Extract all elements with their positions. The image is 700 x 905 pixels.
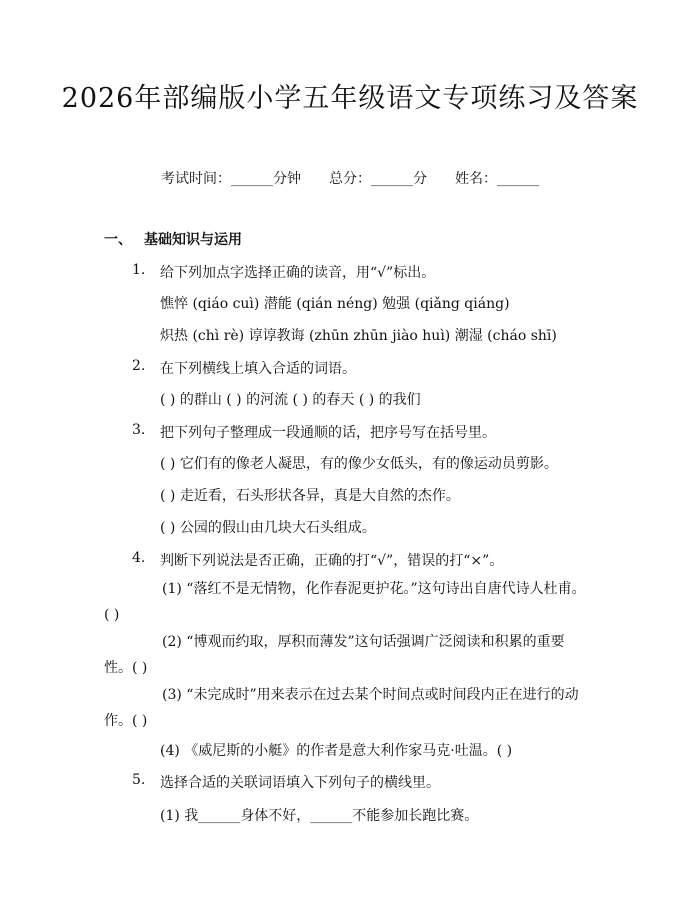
question-text: 判断下列说法是否正确，正确的打“√”，错误的打“×”。 [160,553,504,569]
question-text: 给下列加点字选择正确的读音，用“√”标出。 [160,265,436,281]
question-number: 1. [132,262,146,278]
sentence-item: ( ) 它们有的像老人凝思，有的像少女低头，有的像运动员剪影。 [160,456,558,472]
pinyin-line: 憔悴 (qiáo cuì) 潜能 (qián néng) 勉强 (qiǎng qiáng) [160,296,510,312]
question-text: 在下列横线上填入合适的词语。 [160,361,356,377]
question-number: 3. [132,422,146,438]
question-text: 选择合适的关联词语填入下列句子的横线里。 [160,775,440,791]
judgement-item: (4) 《威尼斯的小艇》的作者是意大利作家马克·吐温。( ) [160,743,513,759]
section-title: 基础知识与运用 [144,232,242,248]
question-number: 2. [132,358,146,374]
section-number: 一、 [104,232,132,248]
exam-meta [0,168,700,188]
fill-blank-line: ( ) 的群山 ( ) 的河流 ( ) 的春天 ( ) 的我们 [160,392,421,408]
question-number: 5. [132,772,146,788]
exam-total-score: 总分：______分 [329,171,427,187]
fill-blank-line: (1) 我______身体不好，______不能参加长跑比赛。 [160,808,479,824]
judgement-item: (3) “未完成时”用来表示在过去某个时间点或时间段内正在进行的动作。( ) [104,687,579,729]
judgement-item: (2) “博观而约取，厚积而薄发”这句话强调广泛阅读和积累的重要性。( ) [104,634,565,676]
student-name: 姓名：______ [455,171,539,187]
judgement-item: (1) “落红不是无情物，化作春泥更护花。”这句诗出自唐代诗人杜甫。( ) [104,581,586,623]
page-title: 2026年部编版小学五年级语文专项练习及答案 [61,83,639,114]
section-heading [104,229,242,249]
sentence-item: ( ) 公园的假山由几块大石头组成。 [160,520,376,536]
exam-time: 考试时间：______分钟 [161,171,301,187]
sentence-item: ( ) 走近看，石头形状各异，真是大自然的杰作。 [160,488,460,504]
question-text: 把下列句子整理成一段通顺的话，把序号写在括号里。 [160,425,496,441]
pinyin-line: 炽热 (chì rè) 谆谆教诲 (zhūn zhūn jiào huì) 潮湿 (cháo shī) [160,328,557,344]
question-number: 4. [132,550,146,566]
